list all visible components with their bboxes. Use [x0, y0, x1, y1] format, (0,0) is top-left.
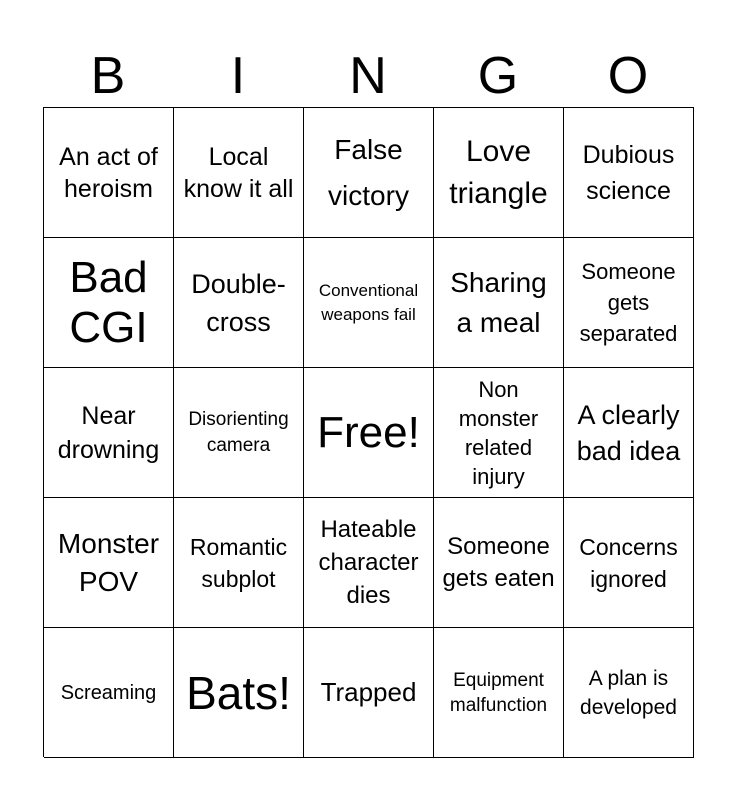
bingo-cell[interactable]: [434, 108, 564, 238]
bingo-cell[interactable]: [174, 628, 304, 758]
bingo-cell[interactable]: [44, 498, 174, 628]
header-letter-b: B: [90, 47, 126, 105]
header-letter-g: G: [477, 47, 519, 105]
header-letter-i: I: [230, 47, 246, 105]
bingo-cell[interactable]: [304, 498, 434, 628]
cell-label: Monster POV: [57, 527, 160, 597]
cell-label: A plan is developed: [580, 666, 677, 719]
bingo-cell[interactable]: [564, 368, 694, 498]
bingo-cell[interactable]: [564, 498, 694, 628]
cell-label: An act of heroism: [59, 142, 158, 203]
bingo-cell[interactable]: [304, 108, 434, 238]
cell-label: Bad CGI: [69, 252, 148, 352]
bingo-cell[interactable]: [304, 238, 434, 368]
bingo-cell[interactable]: [174, 368, 304, 498]
cell-label: Conventional weapons fail: [318, 280, 419, 324]
cell-label: Concerns ignored: [579, 533, 678, 592]
cell-label: Screaming: [60, 681, 157, 704]
cell-label: Disorienting camera: [188, 408, 289, 456]
bingo-cell[interactable]: [564, 628, 694, 758]
cell-label: Near drowning: [57, 401, 160, 464]
cell-label: Double-cross: [191, 268, 286, 337]
bingo-cell[interactable]: [434, 498, 564, 628]
cell-label: Someone gets separated: [579, 259, 678, 346]
bingo-cell[interactable]: [174, 498, 304, 628]
bingo-cell[interactable]: [434, 368, 564, 498]
header-letter-n: N: [349, 47, 387, 105]
cell-label: Love triangle: [449, 134, 548, 210]
bingo-cell[interactable]: [44, 628, 174, 758]
bingo-cell[interactable]: [304, 368, 434, 498]
header-letter-o: O: [607, 47, 649, 105]
bingo-cell[interactable]: [44, 108, 174, 238]
bingo-cell[interactable]: [44, 238, 174, 368]
cell-label: Free!: [317, 407, 420, 457]
cell-label: Equipment malfunction: [449, 669, 548, 716]
cell-label: Hateable character dies: [318, 516, 419, 609]
cell-label: Romantic subplot: [189, 533, 288, 592]
cell-label: Trapped: [320, 677, 417, 707]
bingo-cell[interactable]: [304, 628, 434, 758]
cell-label: Local know it all: [183, 142, 294, 203]
cell-label: Bats!: [186, 666, 291, 719]
bingo-cell[interactable]: [564, 238, 694, 368]
bingo-cell[interactable]: [564, 108, 694, 238]
cell-label: False victory: [328, 133, 409, 211]
bingo-cell[interactable]: [434, 238, 564, 368]
bingo-cell[interactable]: [434, 628, 564, 758]
bingo-header: [43, 46, 693, 106]
bingo-card: [43, 107, 694, 757]
cell-label: Someone gets eaten: [442, 532, 555, 592]
cell-label: Dubious science: [582, 140, 675, 205]
bingo-cell[interactable]: [174, 238, 304, 368]
cell-label: Non monster related injury: [458, 376, 539, 489]
cell-label: Sharing a meal: [450, 266, 547, 338]
cell-label: A clearly bad idea: [576, 399, 681, 466]
bingo-cell[interactable]: [174, 108, 304, 238]
bingo-cell[interactable]: [44, 368, 174, 498]
